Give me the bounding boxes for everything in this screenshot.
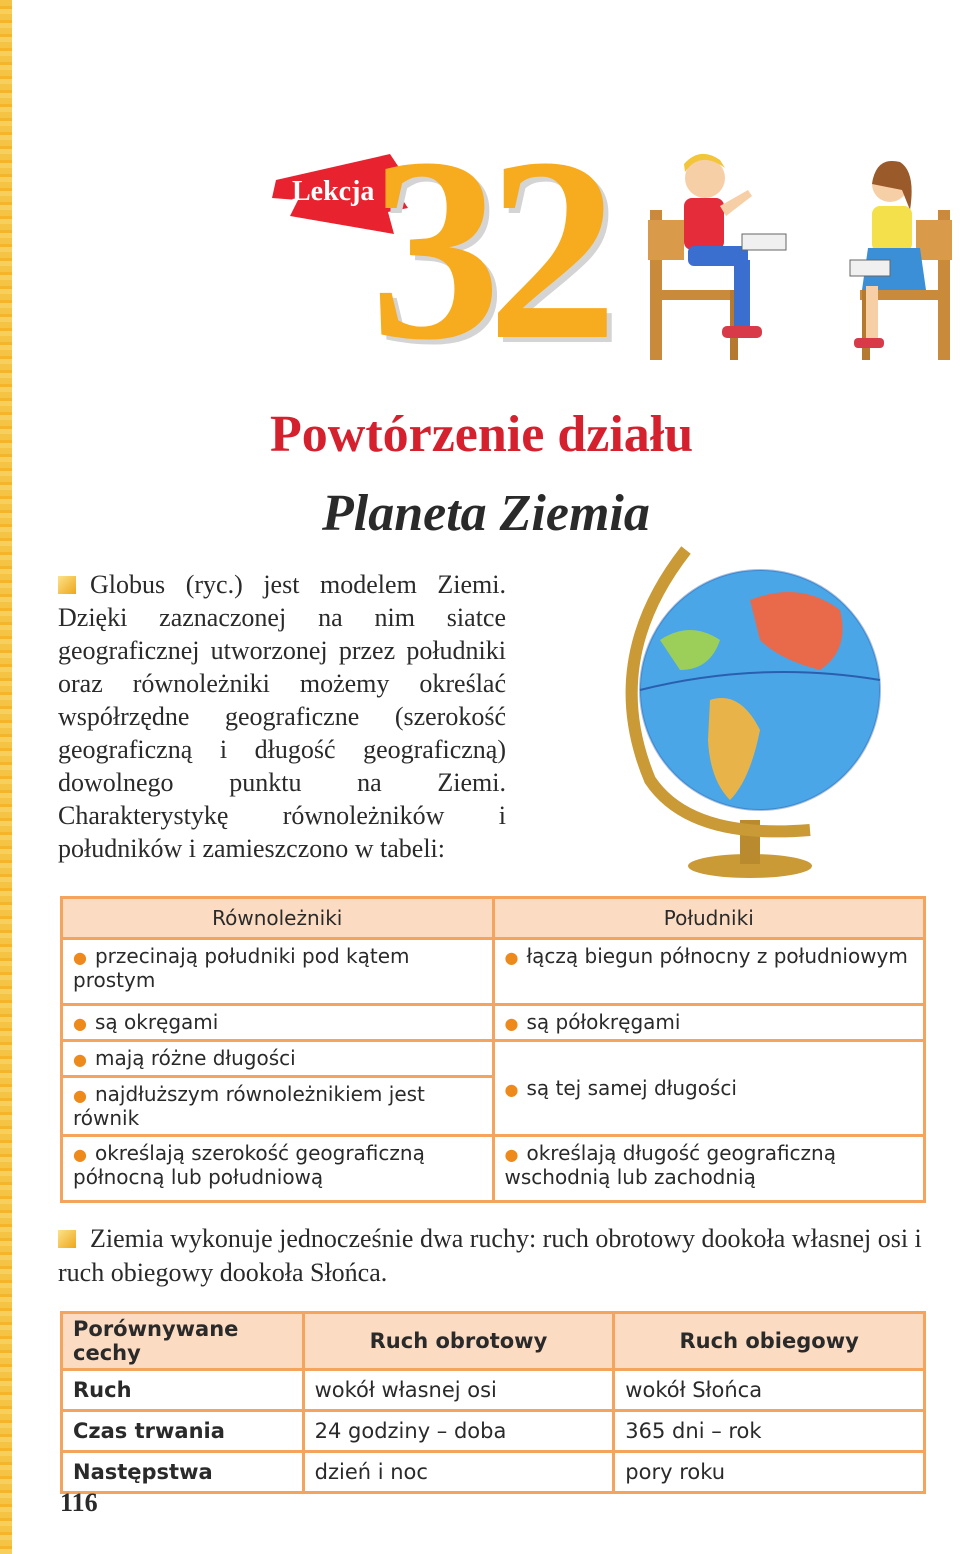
table-row: Następstwa dzień i noc pory roku [62,1452,925,1493]
globe-illustration [590,540,890,880]
parallels-meridians-table [60,896,926,1203]
page-title: Powtórzenie działu [270,406,694,463]
table-cell: ● są okręgami [62,1005,494,1041]
page-number: 116 [60,1488,98,1517]
table-cell: ● określają długość geograficzną wschodnią lub zachodnią [493,1136,925,1202]
table-row: Czas trwania 24 godziny – doba 365 dni – rok [62,1411,925,1452]
dot-bullet-icon: ● [504,1145,519,1164]
dot-bullet-icon: ● [504,1014,519,1033]
dot-bullet-icon: ● [504,1080,519,1099]
table-header: Porównywane cechy [62,1313,304,1370]
table-header-parallels: Równoleżniki [62,898,494,939]
table-header: Ruch obiegowy [614,1313,925,1370]
page-subtitle: Planeta Ziemia [322,485,650,542]
table-header-meridians: Południki [493,898,925,939]
table-row: Ruch wokół własnej osi wokół Słońca [62,1370,925,1411]
table-cell: ● określają szerokość geograficzną północną lub południową [62,1136,494,1202]
table-cell: ● przecinają południki pod kątem prostym [62,939,494,1005]
dot-bullet-icon: ● [73,1050,87,1069]
table-cell: ● najdłuższym równoleżnikiem jest równik [62,1077,494,1136]
dot-bullet-icon: ● [73,1145,87,1164]
earth-motion-table [60,1311,926,1494]
page-edge-decoration [0,0,12,1554]
students-illustration [640,150,960,370]
table-cell: ● mają różne długości [62,1041,494,1077]
earth-motion-paragraph: Ziemia wykonuje jednocześnie dwa ruchy: ruch obrotowy dookoła własnej osi i ruch obiegowy dookoła Słońca. [58,1224,922,1287]
dot-bullet-icon: ● [73,1014,87,1033]
dot-bullet-icon: ● [73,1086,87,1105]
dot-bullet-icon: ● [504,948,519,967]
intro-paragraph: Globus (ryc.) jest modelem Ziemi. Dzięki zaznaczonej na nim siatce geograficznej utworzonej przez południki oraz równoleżniki możemy określać współrzędne geograficzne (szerokość geograficzną i długość geograficzną) dowolnego punktu na Ziemi. Charakterystykę równoleżników i południków i zamieszczono w tabeli: [58,570,506,863]
square-bullet-icon [58,1230,76,1248]
table-cell: ● są tej samej długości [493,1041,925,1136]
square-bullet-icon [58,576,76,594]
table-cell: ● łączą biegun północny z południowym [493,939,925,1005]
dot-bullet-icon: ● [73,948,87,967]
table-header: Ruch obrotowy [303,1313,614,1370]
lesson-number: 32 [370,104,604,394]
lesson-label: Lekcja [292,176,375,207]
table-cell: ● są półokręgami [493,1005,925,1041]
